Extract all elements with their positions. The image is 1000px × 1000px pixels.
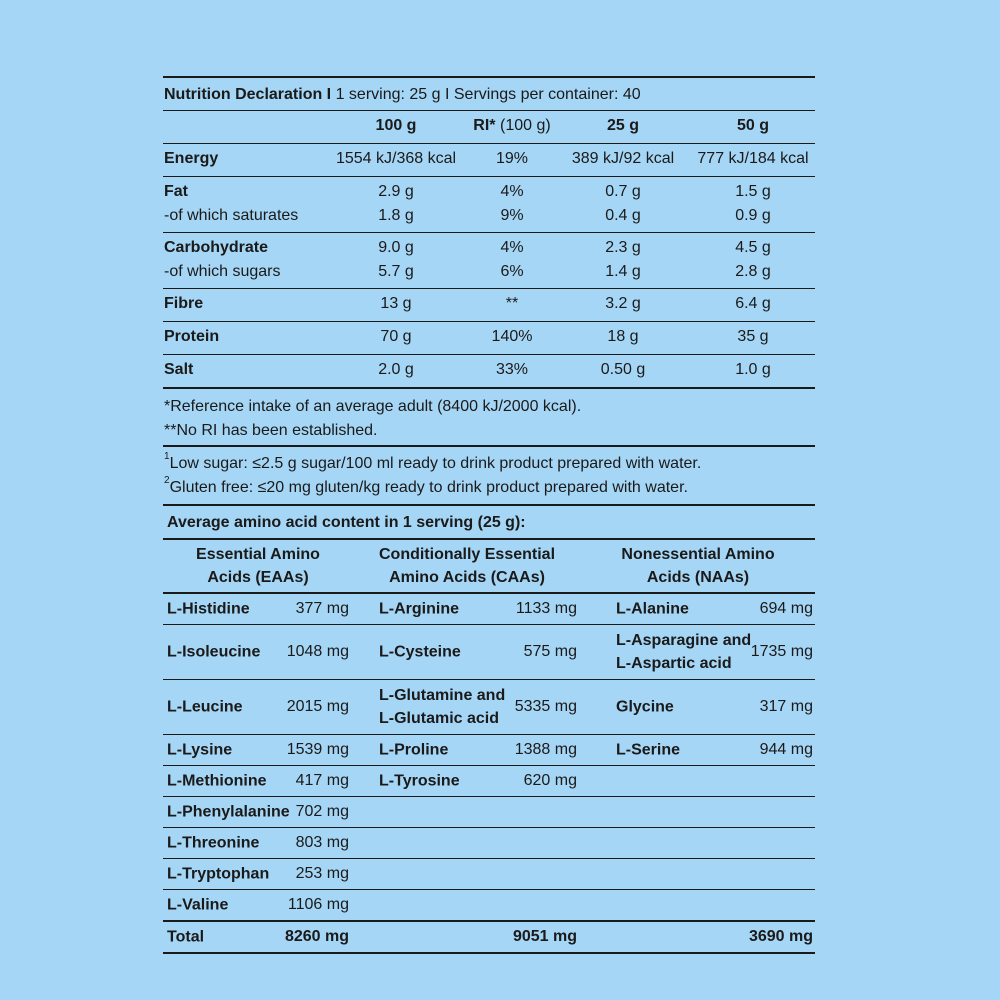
nutrient-name: Fibre [164, 295, 204, 312]
total-nonessential: 3690 mg [748, 928, 813, 945]
nonessential-amino-value: 944 mg [759, 741, 813, 758]
essential-amino-name: L-Valine [167, 896, 229, 914]
nutrition-heading [163, 78, 815, 110]
essential-amino-value: 2015 mg [286, 698, 349, 715]
value-ri: 33% [495, 361, 529, 378]
footnote-reference-intake: *Reference intake of an average adult (8400 kJ/2000 kcal). [164, 398, 582, 415]
nutrient-name: Carbohydrate [164, 239, 269, 256]
value-100g: 9.0 g [378, 239, 414, 256]
nutrient-name: Energy [164, 150, 219, 167]
value-ri: 9% [500, 207, 524, 224]
conditional-amino-value: 5335 mg [514, 698, 577, 715]
header-essential: Essential Amino Acids (EAAs) [196, 546, 320, 586]
total-conditional: 9051 mg [512, 928, 577, 945]
col-header-50g: 50 g [736, 117, 770, 134]
conditional-amino-name: L-Cysteine [379, 643, 461, 661]
amino-row [163, 797, 815, 827]
nonessential-amino-name: Glycine [616, 698, 674, 716]
value-25g: 3.2 g [605, 295, 641, 312]
essential-amino-name: L-Leucine [167, 698, 243, 716]
nutrient-name: -of which sugars [164, 263, 281, 280]
value-100g: 70 g [380, 328, 412, 345]
conditional-amino-name: L-Arginine [379, 600, 459, 618]
total-label: Total [167, 928, 205, 946]
essential-amino-value: 1048 mg [286, 643, 349, 660]
nutrition-heading-serving: 1 serving: 25 g I Servings per container: 40 [335, 86, 641, 103]
value-ri: 140% [491, 328, 533, 345]
value-100g: 2.9 g [378, 183, 414, 200]
amino-row [163, 890, 815, 920]
value-25g: 0.7 g [605, 183, 641, 200]
header-nonessential: Nonessential Amino Acids (NAAs) [621, 546, 775, 586]
nutrient-name: -of which saturates [164, 207, 299, 224]
essential-amino-name: L-Tryptophan [167, 865, 270, 883]
value-50g: 1.5 g [735, 183, 771, 200]
value-100g: 2.0 g [378, 361, 414, 378]
note-low-sugar: $^1$Low sugar: ≤2.5 g sugar/100 ml ready to drink product prepared with water. [164, 451, 702, 472]
essential-amino-name: L-Histidine [167, 600, 250, 618]
value-50g: 1.0 g [735, 361, 771, 378]
value-50g: 6.4 g [735, 295, 771, 312]
essential-amino-name: L-Phenylalanine [167, 803, 290, 821]
essential-amino-value: 702 mg [295, 803, 349, 820]
amino-row [163, 766, 815, 796]
value-50g: 777 kJ/184 kcal [697, 150, 809, 167]
value-25g: 0.50 g [600, 361, 646, 378]
nonessential-amino-value: 317 mg [759, 698, 813, 715]
essential-amino-value: 253 mg [295, 865, 349, 882]
col-header-ri: RI* (100 g) [473, 117, 551, 134]
amino-row [163, 594, 815, 624]
conditional-amino-name: L-Glutamine and L-Glutamic acid [379, 687, 506, 727]
col-header-25g: 25 g [606, 117, 640, 134]
conditional-amino-value: 1133 mg [515, 600, 577, 617]
conditional-amino-value: 1388 mg [514, 741, 577, 758]
value-ri: 4% [500, 183, 524, 200]
footnote-no-ri: **No RI has been established. [164, 422, 378, 439]
nutrient-name: Salt [164, 361, 194, 378]
value-25g: 0.4 g [605, 207, 641, 224]
value-100g: 5.7 g [378, 263, 414, 280]
amino-row [163, 680, 815, 734]
value-25g: 18 g [607, 328, 639, 345]
nonessential-amino-name: L-Alanine [616, 600, 689, 618]
value-ri: 6% [500, 263, 524, 280]
amino-title: Average amino acid content in 1 serving (25 g): [167, 514, 526, 531]
nutrient-name: Protein [164, 328, 220, 345]
amino-row [163, 859, 815, 889]
nonessential-amino-value: 694 mg [759, 600, 813, 617]
essential-amino-value: 1106 mg [287, 896, 349, 913]
nonessential-amino-name: L-Asparagine and L-Aspartic acid [616, 632, 752, 672]
value-100g: 13 g [380, 295, 412, 312]
amino-row [163, 735, 815, 765]
value-25g: 389 kJ/92 kcal [571, 150, 675, 167]
value-100g: 1554 kJ/368 kcal [335, 150, 457, 167]
conditional-amino-name: L-Tyrosine [379, 772, 460, 790]
nutrition-heading-bold: Nutrition Declaration I [164, 86, 332, 103]
nonessential-amino-name: L-Serine [616, 741, 681, 759]
essential-amino-name: L-Lysine [167, 741, 233, 759]
amino-acid-table [163, 504, 815, 954]
value-100g: 1.8 g [378, 207, 414, 224]
amino-row [163, 828, 815, 858]
amino-total-row [163, 922, 815, 952]
nonessential-amino-value: 1735 mg [750, 643, 813, 660]
value-50g: 0.9 g [735, 207, 771, 224]
value-50g: 35 g [737, 328, 769, 345]
conditional-amino-name: L-Proline [379, 741, 449, 759]
essential-amino-name: L-Methionine [167, 772, 267, 790]
value-25g: 1.4 g [605, 263, 641, 280]
value-ri: ** [505, 295, 519, 312]
conditional-amino-value: 575 mg [523, 643, 577, 660]
essential-amino-value: 1539 mg [286, 741, 349, 758]
essential-amino-value: 803 mg [295, 834, 349, 851]
essential-amino-value: 417 mg [295, 772, 349, 789]
amino-column-header [163, 540, 815, 592]
nutrition-declaration-table [163, 76, 815, 502]
value-25g: 2.3 g [605, 239, 641, 256]
col-header-100g: 100 g [375, 117, 417, 134]
value-ri: 4% [500, 239, 524, 256]
nutrition-column-header [163, 111, 815, 143]
essential-amino-name: L-Isoleucine [167, 643, 261, 661]
conditional-amino-value: 620 mg [523, 772, 577, 789]
total-essential: 8260 mg [284, 928, 349, 945]
header-conditionally-essential: Conditionally Essential Amino Acids (CAAs) [378, 546, 556, 586]
essential-amino-value: 377 mg [295, 600, 349, 617]
note-gluten-free: $^2$Gluten free: ≤20 mg gluten/kg ready to drink product prepared with water. [164, 475, 688, 496]
value-ri: 19% [495, 150, 529, 167]
essential-amino-name: L-Threonine [167, 834, 260, 852]
amino-row [163, 625, 815, 679]
value-50g: 4.5 g [735, 239, 771, 256]
nutrient-name: Fat [164, 183, 188, 200]
value-50g: 2.8 g [735, 263, 771, 280]
